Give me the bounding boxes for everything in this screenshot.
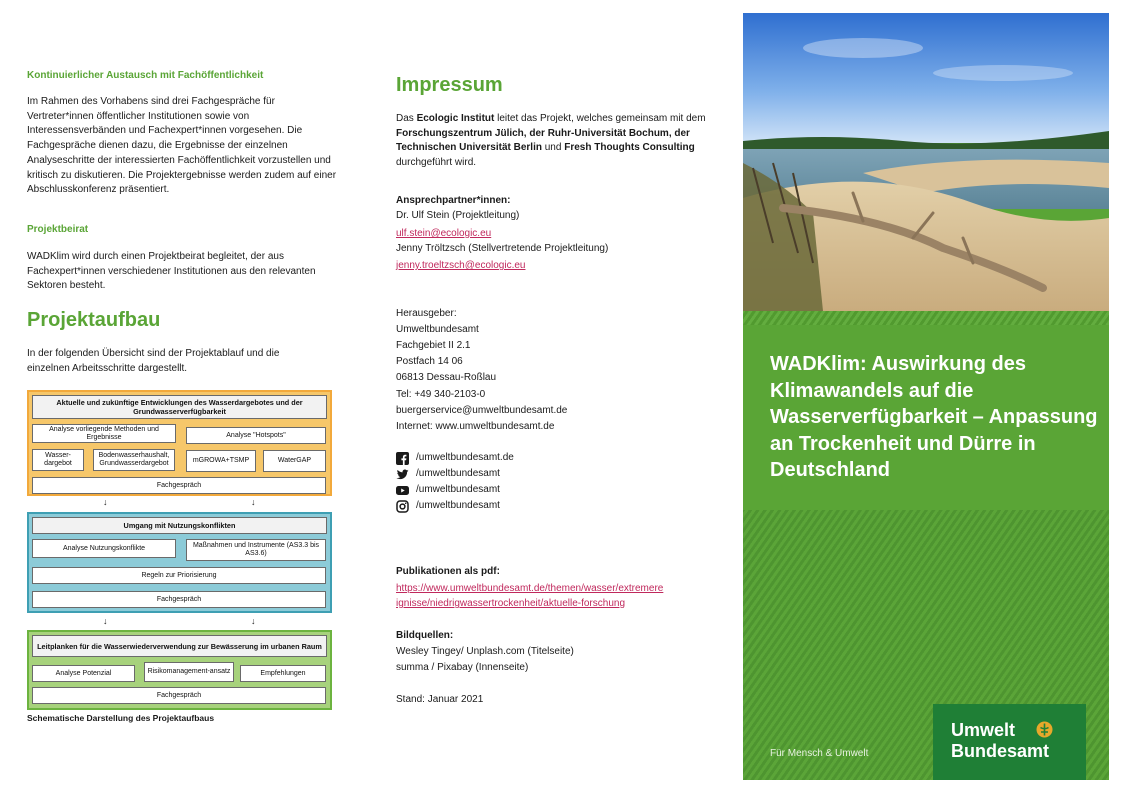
org-ecologic: Ecologic Institut (416, 113, 495, 124)
publisher-line: Fachgebiet II 2.1 (396, 340, 471, 351)
youtube-handle[interactable]: /umweltbundesamt (416, 484, 500, 495)
cover-panel (743, 13, 1109, 780)
date-stand: Stand: Januar 2021 (396, 694, 484, 705)
heading-austausch: Kontinuierlicher Austausch mit Fachöffentlichkeit (27, 70, 264, 81)
wp3-risikomanagement: Risikomanagement-ansatz (144, 662, 234, 682)
wp1-bodenwasserhaushalt: Bodenwasserhaushalt, Grundwasserdargebot (93, 449, 175, 471)
impressum-intro (396, 112, 716, 171)
heading-projektbeirat: Projektbeirat (27, 224, 89, 235)
arrow-down-icon: ↓ (251, 497, 256, 507)
arrow-down-icon: ↓ (251, 616, 256, 626)
contact-2-email-link[interactable]: jenny.troeltzsch@ecologic.eu (396, 260, 526, 271)
wp1-analyse-methoden: Analyse vorliegende Methoden und Ergebnisse (32, 424, 176, 443)
arrow-down-icon: ↓ (103, 497, 108, 507)
publications-link-continued[interactable]: ignisse/niedrigwassertrockenheit/aktuelle-forschung (396, 598, 626, 609)
cover-photo-riverbank (743, 13, 1109, 311)
org-freshthoughts: Fresh Thoughts Consulting (564, 142, 695, 154)
wp1-analyse-hotspots: Analyse "Hotspots" (186, 427, 326, 444)
youtube-icon[interactable] (396, 484, 409, 497)
logo-wordmark (951, 720, 1049, 762)
heading-projektaufbau: Projektaufbau (27, 309, 161, 331)
contact-1-email-link[interactable]: ulf.stein@ecologic.eu (396, 228, 492, 239)
cover-title: WADKlim: Auswirkung des Klimawandels auf die Wasserverfügbarkeit – Anpassung an Trockenheit und Dürre in Deutschland (770, 353, 1098, 481)
intro-text: Das (396, 113, 414, 124)
org-partners: Forschungszentrum Jülich, der Ruhr-Universität Bochum, der Technischen Universität Berlin (396, 127, 690, 154)
publisher-line: buergerservice@umweltbundesamt.de (396, 405, 568, 416)
intro-text: durchgeführt wird. (396, 157, 477, 169)
wp2-massnahmen: Maßnahmen und Instrumente (AS3.3 bis AS3.6) (186, 539, 326, 561)
publisher-line: 06813 Dessau-Roßlau (396, 372, 497, 383)
contact-1-name: Dr. Ulf Stein (Projektleitung) (396, 210, 520, 221)
paragraph-projektaufbau: In der folgenden Übersicht sind der Projektablauf und die einzelnen Arbeitsschritte dargestellt. (27, 348, 280, 374)
contact-2-name: Jenny Tröltzsch (Stellvertretende Projektleitung) (396, 243, 609, 254)
publisher-line: Tel: +49 340-2103-0 (396, 389, 486, 400)
intro-text: und (544, 142, 562, 154)
uba-emblem-icon (1036, 721, 1053, 738)
wp3-title: Leitplanken für die Wasserwiederverwendung zur Bewässerung im urbanen Raum (32, 635, 327, 657)
publisher-line: Internet: www.umweltbundesamt.de (396, 421, 555, 432)
stripe-band (743, 311, 1109, 325)
wp2-title: Umgang mit Nutzungskonflikten (32, 517, 327, 534)
publisher-heading: Herausgeber: (396, 308, 457, 319)
wp2-fachgespraech: Fachgespräch (32, 591, 326, 608)
wp3-analyse-potenzial: Analyse Potenzial (32, 665, 135, 682)
umweltbundesamt-logo (933, 704, 1086, 780)
instagram-handle[interactable]: /umweltbundesamt (416, 500, 500, 511)
wp1-title: Aktuelle und zukünftige Entwicklungen des Wasserdargebotes und der Grundwasserverfügbarkeit (32, 395, 327, 419)
image-credit: Wesley Tingey/ Unplash.com (Titelseite) (396, 646, 574, 657)
arrow-down-icon: ↓ (103, 616, 108, 626)
logo-line-1: Umwelt (951, 720, 1016, 740)
logo-line-2: Bundesamt (951, 741, 1050, 761)
wp2-analyse-nutzungskonflikte: Analyse Nutzungskonflikte (32, 539, 176, 558)
contact-heading: Ansprechpartner*innen: (396, 195, 511, 206)
project-structure-diagram (27, 388, 333, 711)
facebook-icon[interactable] (396, 452, 409, 465)
wp3-fachgespraech: Fachgespräch (32, 687, 326, 704)
intro-text: leitet das Projekt, welches gemeinsam mit dem (497, 113, 706, 124)
wp3-empfehlungen: Empfehlungen (240, 665, 326, 682)
paragraph-projektbeirat: WADKlim wird durch einen Projektbeirat begleitet, der aus Fachexpert*innen verschiedener Institutionen aus den relevanten Sektoren besteht. (27, 251, 316, 292)
wp1-fachgespraech: Fachgespräch (32, 477, 326, 494)
publisher-line: Postfach 14 06 (396, 356, 463, 367)
impressum-heading: Impressum (396, 74, 503, 96)
publications-link[interactable]: https://www.umweltbundesamt.de/themen/wasser/extremere (396, 583, 664, 594)
image-credit: summa / Pixabay (Innenseite) (396, 662, 529, 673)
workpackage-1-box (27, 390, 332, 496)
paragraph-austausch: Im Rahmen des Vorhabens sind drei Fachgespräche für Vertreter*innen öffentlicher Institutionen sowie von Interessensverbänden und Fachexpert*innen vorgesehen. Die Fachgespräche dienen dazu, die Ergebnisse der einzelnen Analyseschritte der interessierten Fachöffentlichkeit vorzustellen und kritisch zu diskutieren. Die Projektergebnisse werden zudem auf einer Abschlusskonferenz präsentiert. (27, 96, 337, 196)
twitter-icon[interactable] (396, 468, 409, 481)
publications-heading: Publikationen als pdf: (396, 566, 500, 577)
workpackage-3-box (27, 630, 332, 710)
facebook-handle[interactable]: /umweltbundesamt.de (416, 452, 514, 463)
wp1-mgrowa: mGROWA+TSMP (186, 450, 256, 472)
wp1-watergap: WaterGAP (263, 450, 326, 472)
workpackage-2-box (27, 512, 332, 613)
instagram-icon[interactable] (396, 500, 409, 513)
publisher-line: Umweltbundesamt (396, 324, 479, 335)
twitter-handle[interactable]: /umweltbundesamt (416, 468, 500, 479)
tagline: Für Mensch & Umwelt (770, 748, 869, 759)
diagram-caption: Schematische Darstellung des Projektaufbaus (27, 713, 215, 723)
wp2-regeln-priorisierung: Regeln zur Priorisierung (32, 567, 326, 584)
image-credits-heading: Bildquellen: (396, 630, 454, 641)
wp1-wasserdargebot: Wasser-dargebot (32, 449, 84, 471)
